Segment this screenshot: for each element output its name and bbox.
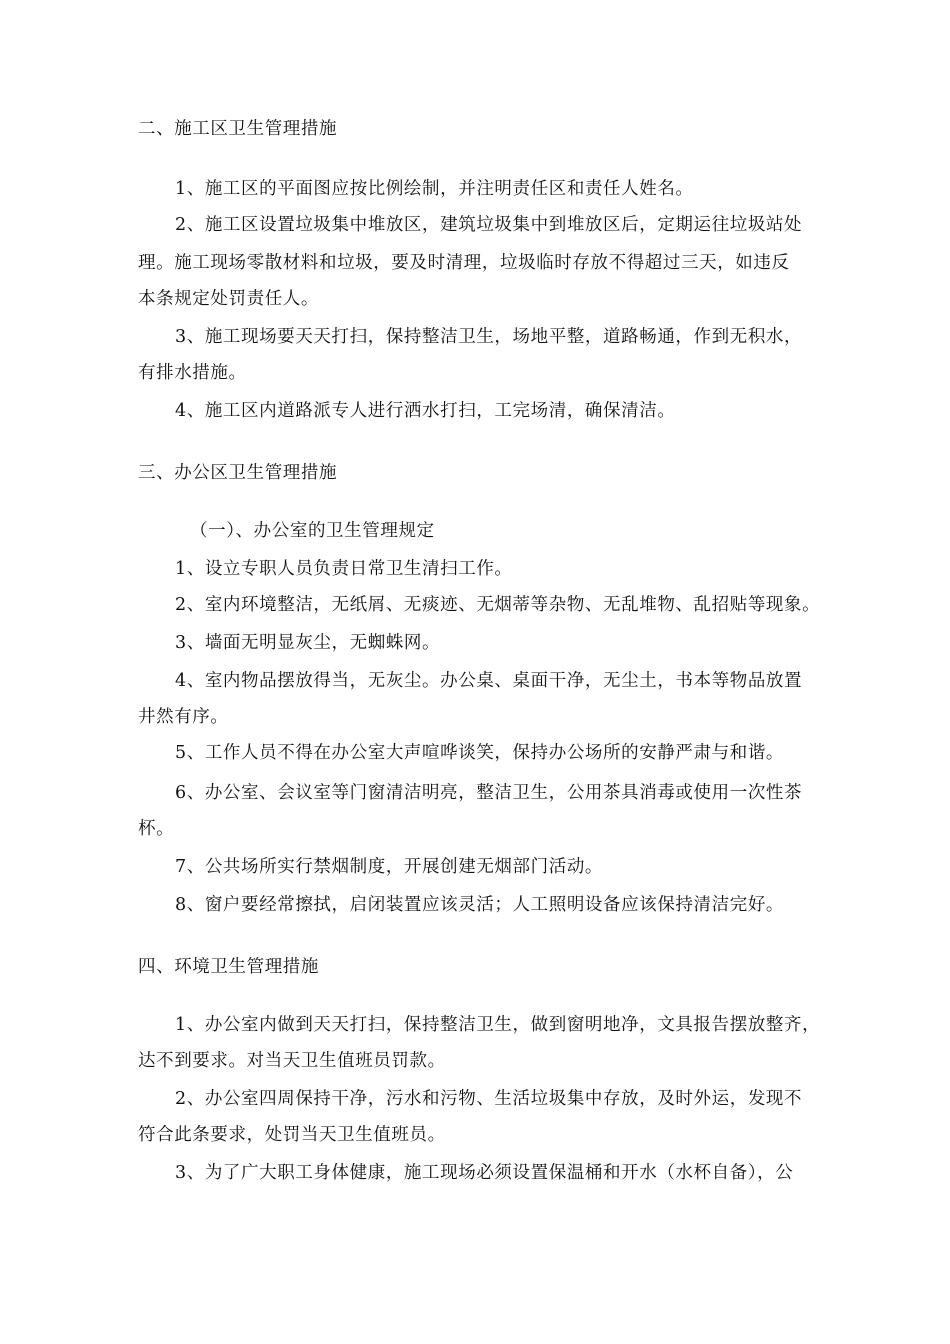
paragraph-line: 井然有序。 [138, 707, 229, 727]
paragraph-line: 1、施工区的平面图应按比例绘制，并注明责任区和责任人姓名。 [175, 179, 694, 199]
paragraph-line: 6、办公室、会议室等门窗清洁明亮，整洁卫生，公用茶具消毒或使用一次性茶 [175, 783, 803, 803]
paragraph-line: 杯。 [138, 819, 175, 839]
paragraph-line: 达不到要求。对当天卫生值班员罚款。 [138, 1051, 446, 1071]
paragraph-line: 2、室内环境整洁，无纸屑、无痰迹、无烟蒂等杂物、无乱堆物、乱招贴等现象。 [175, 595, 821, 615]
paragraph-line: 4、室内物品摆放得当，无灰尘。办公桌、桌面干净，无尘土，书本等物品放置 [175, 671, 803, 691]
paragraph-line: 1、设立专职人员负责日常卫生清扫工作。 [175, 559, 513, 579]
section-heading: 三、办公区卫生管理措施 [138, 463, 338, 483]
paragraph-line: 符合此条要求，处罚当天卫生值班员。 [138, 1125, 446, 1145]
paragraph-line: 1、办公室内做到天天打扫，保持整洁卫生，做到窗明地净，文具报告摆放整齐， [175, 1015, 821, 1035]
paragraph-line: 2、办公室四周保持干净，污水和污物、生活垃圾集中存放，及时外运，发现不 [175, 1089, 803, 1109]
paragraph-line: 3、施工现场要天天打扫，保持整洁卫生，场地平整，道路畅通，作到无积水， [175, 327, 803, 347]
paragraph-line: 3、墙面无明显灰尘，无蜘蛛网。 [175, 633, 441, 653]
section-heading: 四、环境卫生管理措施 [138, 957, 319, 977]
paragraph-line: 2、施工区设置垃圾集中堆放区，建筑垃圾集中到堆放区后，定期运往垃圾站处 [175, 215, 803, 235]
paragraph-line: 理。施工现场零散材料和垃圾，要及时清理，垃圾临时存放不得超过三天，如违反 [138, 253, 790, 273]
paragraph-line: 3、为了广大职工身体健康，施工现场必须设置保温桶和开水（水杯自备），公 [175, 1163, 794, 1183]
paragraph-line: 7、公共场所实行禁烟制度，开展创建无烟部门活动。 [175, 857, 604, 877]
section-heading: 二、施工区卫生管理措施 [138, 119, 338, 139]
paragraph-line: 8、窗户要经常擦拭，启闭装置应该灵活；人工照明设备应该保持清洁完好。 [175, 895, 785, 915]
paragraph-line: 有排水措施。 [138, 363, 247, 383]
paragraph-line: 4、施工区内道路派专人进行洒水打扫，工完场清，确保清洁。 [175, 401, 676, 421]
paragraph-line: 本条规定处罚责任人。 [138, 289, 319, 309]
paragraph-line: 5、工作人员不得在办公室大声喧哗谈笑，保持办公场所的安静严肃与和谐。 [175, 743, 785, 763]
subsection-heading: （一）、办公室的卫生管理规定 [190, 521, 435, 541]
